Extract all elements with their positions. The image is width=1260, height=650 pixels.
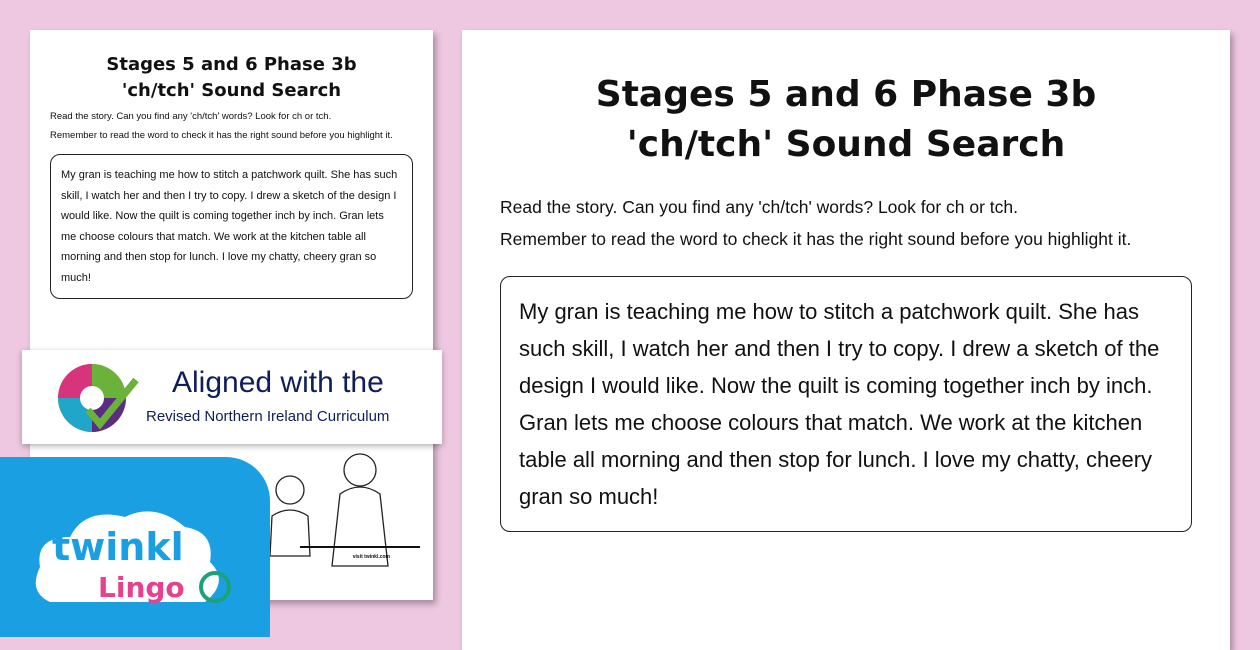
instruction-1: Read the story. Can you find any 'ch/tch' words? Look for ch or tch. — [500, 197, 1019, 217]
instructions — [50, 110, 413, 142]
twinkl-lingo-logo-panel — [0, 457, 270, 637]
curriculum-badge — [22, 350, 442, 444]
badge-line-2: Revised Northern Ireland Curriculum — [146, 408, 390, 425]
instruction-2: Remember to read the word to check it has the right sound before you highlight it. — [50, 130, 393, 141]
product-name: Lingo — [98, 571, 185, 604]
cloud-logo — [30, 502, 235, 612]
story-box: My gran is teaching me how to stitch a patchwork quilt. She has such skill, I watch her and then I try to copy. I drew a sketch of the design I would like. Now the quilt is coming together inch by inch. Gran lets me choose colours that match. We work at the kitchen table all morning and then stop for lunch. I love my chatty, cheery gran so much! — [500, 276, 1192, 532]
worksheet-title — [462, 70, 1230, 170]
title-line-1: Stages 5 and 6 Phase 3b — [595, 74, 1097, 115]
curriculum-logo-icon — [52, 358, 162, 438]
footer: visit twinkl.com — [300, 546, 420, 560]
story-box: My gran is teaching me how to stitch a patchwork quilt. She has such skill, I watch her and then I try to copy. I drew a sketch of the design I would like. Now the quilt is coming together inch by inch. Gran lets me choose colours that match. We work at the kitchen table all morning and then stop for lunch. I love my chatty, cheery gran so much! — [50, 154, 413, 299]
instruction-2: Remember to read the word to check it has the right sound before you highlight it. — [500, 229, 1132, 249]
worksheet-title — [30, 52, 433, 104]
title-line-2: 'ch/tch' Sound Search — [626, 124, 1066, 165]
title-line-1: Stages 5 and 6 Phase 3b — [106, 54, 357, 75]
instruction-1: Read the story. Can you find any 'ch/tch' words? Look for ch or tch. — [50, 111, 332, 122]
brand-name: twinkl — [52, 525, 184, 569]
title-line-2: 'ch/tch' Sound Search — [121, 80, 342, 101]
instructions — [500, 194, 1192, 252]
badge-line-1: Aligned with the — [172, 366, 384, 399]
worksheet-preview-large — [462, 30, 1230, 650]
